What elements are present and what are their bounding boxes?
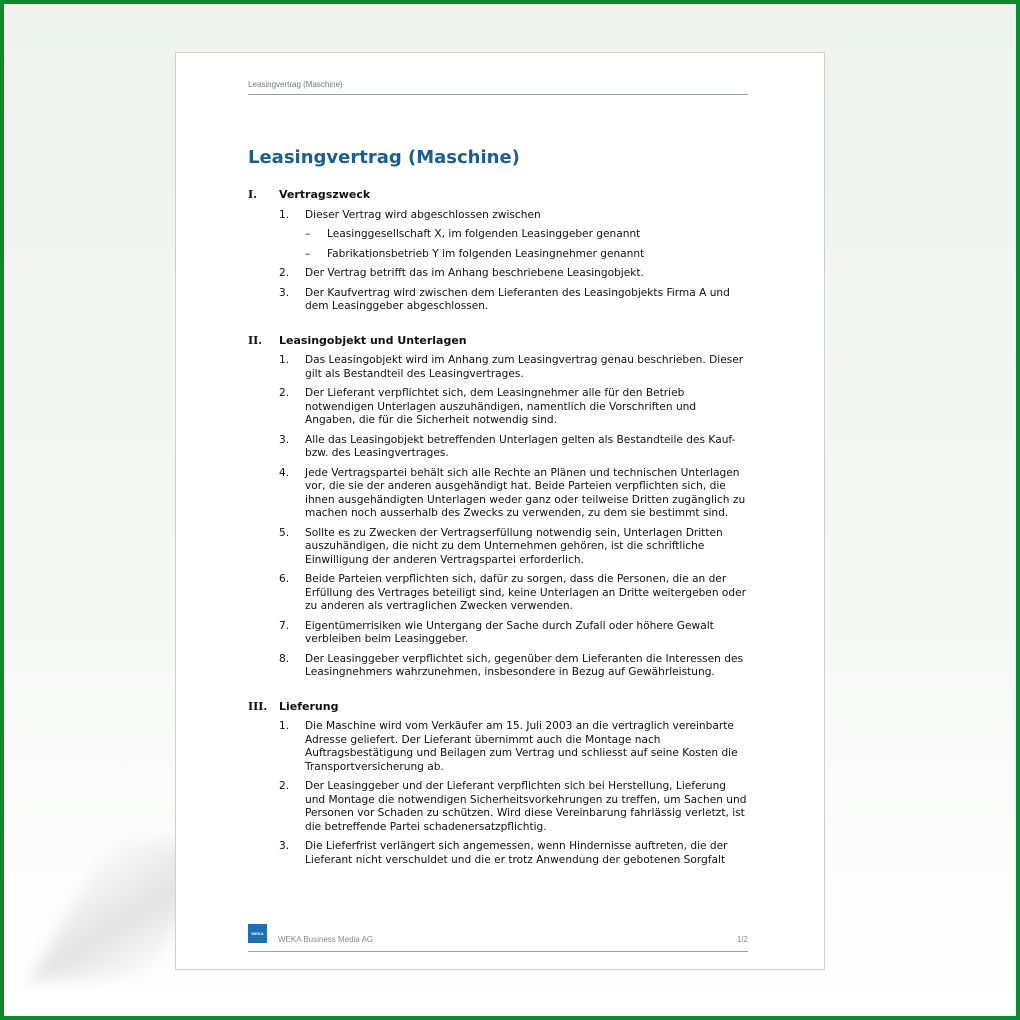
section-vertragszweck [248, 188, 748, 314]
clause-number: 1. [279, 354, 290, 366]
section-heading [248, 700, 748, 714]
clause-number: 1. [279, 720, 290, 732]
clause-item [279, 467, 748, 521]
document-title: Leasingvertrag (Maschine) [248, 147, 520, 168]
clause-item [279, 434, 748, 461]
clause-number: 8. [279, 652, 290, 665]
clause-number: 3. [279, 433, 290, 446]
clause-text: Der Kaufvertrag wird zwischen dem Lieferanten des Leasingobjekts Firma A und dem Leasinggeber abgeschlossen. [305, 286, 730, 312]
publisher-name: WEKA Business Media AG [278, 935, 374, 944]
sub-clause-text: Leasinggesellschaft X, im folgenden Leasinggeber genannt [327, 228, 641, 240]
clause-item [279, 653, 748, 680]
clause-item [279, 720, 748, 774]
section-title: Leasingobjekt und Unterlagen [279, 333, 467, 347]
clause-text: Der Vertrag betrifft das im Anhang beschriebene Leasingobjekt. [305, 267, 644, 279]
section-lieferung [248, 700, 748, 868]
clause-text: Beide Parteien verpflichten sich, dafür zu sorgen, dass die Personen, die an der Erfüllung des Vertrages beteiligt sind, keine Unterlagen an Dritte weitergeben oder zu anderen als vertraglichen Zwecken verwenden. [305, 573, 746, 612]
section-title: Vertragszweck [279, 188, 371, 201]
clause-list [248, 209, 748, 314]
clause-body [305, 209, 748, 262]
clause-item [279, 527, 748, 568]
clause-text: Der Lieferant verpflichtet sich, dem Leasingnehmer alle für den Betrieb notwendigen Unterlagen auszuhändigen, namentlich die Vorschriften und Angaben, die für die Sicherheit notwendig sind. [305, 387, 697, 426]
clause-number: 7. [279, 619, 290, 632]
clause-number: 4. [279, 466, 290, 479]
clause-item [279, 780, 748, 834]
sub-clause [305, 248, 748, 262]
section-leasingobjekt [248, 334, 748, 680]
clause-number: 2. [279, 780, 290, 792]
section-heading [248, 188, 748, 202]
clause-item [279, 209, 748, 262]
clause-number: 3. [279, 840, 290, 852]
page-number: 1/2 [736, 935, 748, 944]
clause-number: 5. [279, 526, 290, 539]
clause-item [279, 840, 748, 867]
sub-clause [305, 228, 748, 242]
sub-clause-text: Fabrikationsbetrieb Y im folgenden Leasingnehmer genannt [327, 247, 645, 260]
dash-bullet: – [305, 228, 311, 240]
section-number: III. [248, 699, 268, 713]
clause-number: 2. [279, 267, 290, 279]
clause-item [279, 573, 748, 614]
clause-text: Eigentümerrisiken wie Untergang der Sache durch Zufall oder höhere Gewalt verbleiben beim Leasinggeber. [305, 619, 714, 645]
section-heading [248, 334, 748, 348]
clause-item [279, 354, 748, 381]
section-title: Lieferung [279, 699, 339, 713]
dash-bullet: – [305, 247, 311, 260]
section-number: II. [248, 333, 263, 347]
clause-text: Alle das Leasingobjekt betreffenden Unterlagen gelten als Bestandteile des Kauf- bzw. des Leasingvertrages. [305, 433, 736, 459]
clause-text: Das Leasingobjekt wird im Anhang zum Leasingvertrag genau beschrieben. Dieser gilt als Bestandteil des Leasingvertrages. [305, 354, 744, 380]
clause-text: Jede Vertragspartei behält sich alle Rechte an Plänen und technischen Unterlagen vor, die sie der anderen ausgehändigt hat. Beide Parteien verpflichten sich, die ihnen ausgehändigten Unterlagen weder ganz oder teilweise Dritten zugänglich zu machen noch ausserhalb des Zwecks zu verwenden, zu dem sie bestimmt sind. [305, 466, 746, 519]
clause-number: 3. [279, 286, 290, 299]
clause-number: 6. [279, 573, 290, 585]
running-head: Leasingvertrag (Maschine) [248, 80, 748, 95]
clause-text: Der Leasinggeber und der Lieferant verpflichten sich bei Herstellung, Lieferung und Montage die notwendigen Sicherheitsvorkehrungen zu treffen, um Sachen und Personen vor Schaden zu schützen. Wird diese Vereinbarung fahrlässig verletzt, ist die betreffende Partei schadenersatzpflichtig. [305, 780, 747, 833]
clause-text: Dieser Vertrag wird abgeschlossen zwischen [305, 208, 541, 221]
clause-item [279, 267, 748, 281]
document-body [248, 188, 748, 887]
clause-item [279, 620, 748, 647]
clause-list [248, 720, 748, 867]
clause-number: 1. [279, 208, 290, 221]
document-page [175, 52, 825, 970]
clause-item [279, 287, 748, 314]
clause-item [279, 387, 748, 428]
clause-text: Sollte es zu Zwecken der Vertragserfüllung notwendig sein, Unterlagen Dritten auszuhändigen, die nicht zu dem Unternehmen gehören, ist die schriftliche Einwilligung der anderen Vertragspartei erforderlich. [305, 526, 723, 566]
clause-text: Die Lieferfrist verlängert sich angemessen, wenn Hindernisse auftreten, die der Lieferant nicht verschuldet und die er trotz Anwendung der gebotenen Sorgfalt [305, 840, 728, 866]
clause-text: Der Leasinggeber verpflichtet sich, gegenüber dem Lieferanten die Interessen des Leasingnehmers wahrzunehmen, insbesondere in Bezug auf Gewährleistung. [305, 652, 744, 678]
clause-number: 2. [279, 387, 290, 399]
clause-text: Die Maschine wird vom Verkäufer am 15. Juli 2003 an die vertraglich vereinbarte Adresse geliefert. Der Lieferant übernimmt auch die Montage nach Auftragsbestätigung und Beilagen zum Vertrag und schliesst auf seine Kosten die Transportversicherung ab. [305, 720, 738, 773]
section-number: I. [248, 188, 257, 201]
clause-list [248, 354, 748, 680]
weka-logo: WEKA [248, 924, 267, 943]
page-footer [248, 933, 748, 952]
